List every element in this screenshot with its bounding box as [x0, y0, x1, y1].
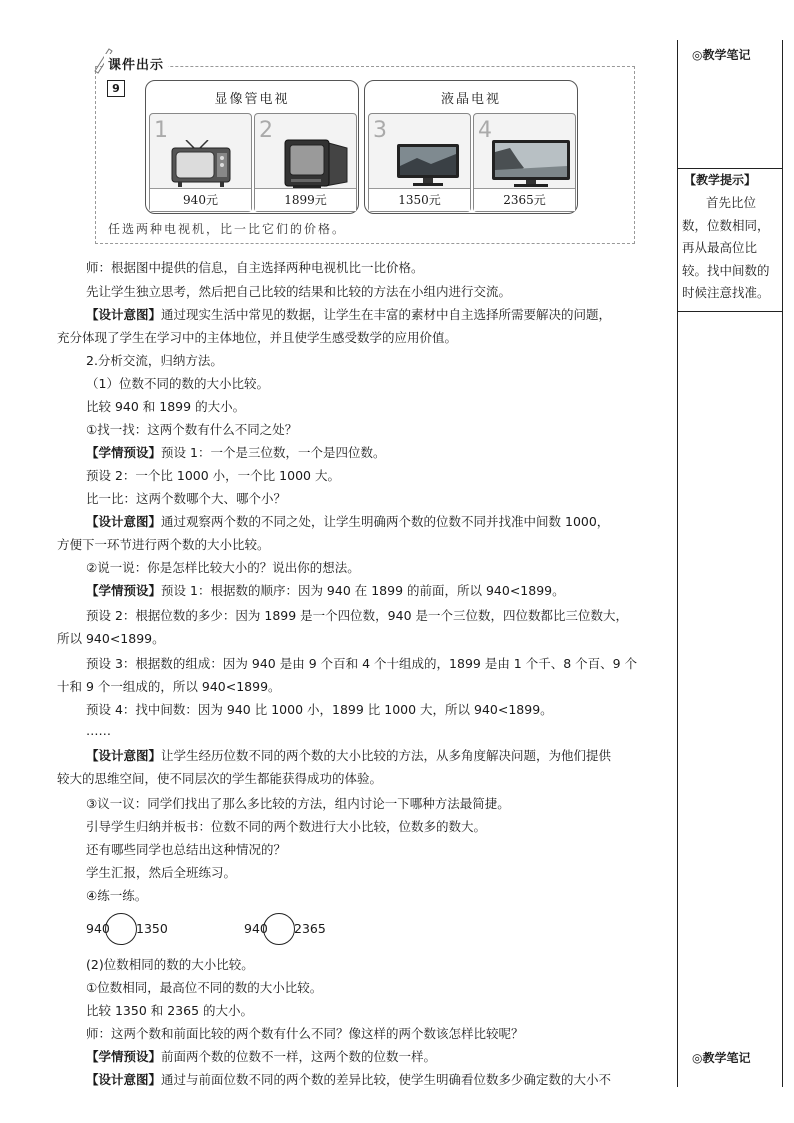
exercise-2-right-number: 2365: [294, 921, 326, 936]
text-line: 比较 940 和 1899 的大小。: [86, 399, 246, 414]
text-span: 通过与前面位数不同的两个数的差异比较，使学生明确看位数多少确定数的大小不: [161, 1072, 612, 1087]
text-line: 师：根据图中提供的信息，自主选择两种电视机比一比价格。: [86, 260, 424, 275]
student-preset-line: [86, 581, 565, 599]
text-line: 先让学生独立思考，然后把自己比较的结果和比较的方法在小组内进行交流。: [86, 284, 512, 299]
text-span: 前面两个数的位数不一样，这两个数的位数一样。: [161, 1049, 437, 1064]
exercise-2-left-number: 940: [244, 921, 268, 936]
text-line: 引导学生归纳并板书：位数不同的两个数进行大小比较，位数多的数大。: [86, 819, 487, 834]
tv-card-2: [254, 113, 357, 212]
text-line: ②说一说：你是怎样比较大小的？说出你的想法。: [86, 560, 360, 575]
group-title-crt: 显像管电视: [214, 92, 290, 107]
crt-tv-2-icon: [281, 136, 351, 192]
design-intent-tag: 【设计意图】: [86, 514, 162, 529]
ellipsis-line: ……: [86, 723, 111, 738]
notes-column-divider-right: [782, 40, 783, 1087]
group-title-lcd: 液晶电视: [440, 92, 501, 107]
teaching-hint-box: [678, 168, 782, 312]
tv-price-4: 2365元: [474, 188, 575, 211]
exercise-1-right-number: 1350: [136, 921, 168, 936]
student-preset-tag: 【学情预设】: [86, 1049, 162, 1064]
tv-price-3: 1350元: [369, 188, 470, 211]
text-line: 比一比：这两个数哪个大、哪个小？: [86, 491, 287, 506]
figure-number: 9: [107, 80, 125, 97]
text-line: 师：这两个数和前面比较的两个数有什么不同？像这样的两个数该怎样比较呢？: [86, 1026, 524, 1041]
student-preset-tag: 【学情预设】: [86, 583, 162, 598]
text-span: 让学生经历位数不同的两个数的大小比较的方法，从多角度解决问题，为他们提供: [161, 748, 612, 763]
text-line: 充分体现了学生在学习中的主体地位，并且使学生感受数学的应用价值。: [57, 330, 458, 345]
tv-number-2: 2: [259, 118, 273, 143]
design-intent-tag: 【设计意图】: [86, 307, 162, 322]
exercise-1-left-number: 940: [86, 921, 110, 936]
design-intent-tag: 【设计意图】: [86, 748, 162, 763]
text-line: ④练一练。: [86, 888, 148, 903]
tv-number-1: 1: [154, 118, 168, 143]
text-line: 方便下一环节进行两个数的大小比较。: [57, 537, 270, 552]
text-line: 预设 3：根据数的组成：因为 940 是由 9 个百和 4 个十组成的，1899 是由 1 个千、8 个百、9 个: [86, 656, 638, 671]
text-span: 预设 1：根据数的顺序：因为 940 在 1899 的前面，所以 940<1899。: [161, 583, 565, 598]
text-span: 预设 1：一个是三位数，一个是四位数。: [161, 445, 386, 460]
design-intent-line: [86, 512, 609, 530]
tv-card-3: [368, 113, 471, 212]
design-intent-line: [86, 305, 611, 323]
crt-tv-1-icon: [170, 140, 232, 188]
teaching-hint-title: 【教学提示】: [684, 173, 757, 187]
tv-card-1: [149, 113, 252, 212]
text-line: 较大的思维空间，使不同层次的学生都能获得成功的体验。: [57, 771, 383, 786]
text-line: 学生汇报，然后全班练习。: [86, 865, 237, 880]
tv-price-1: 940元: [150, 188, 251, 211]
text-line: 所以 940<1899。: [57, 631, 165, 646]
text-span: 通过现实生活中常见的数据，让学生在丰富的素材中自主选择所需要解决的问题，: [161, 307, 612, 322]
exercise-2-answer-circle[interactable]: [263, 913, 295, 945]
teaching-notes-heading: ◎教学笔记: [692, 48, 751, 62]
text-line: 十和 9 个一组成的，所以 940<1899。: [57, 679, 281, 694]
tv-price-2: 1899元: [255, 188, 356, 211]
text-line: 预设 4：找中间数：因为 940 比 1000 小，1899 比 1000 大，所以 940<1899。: [86, 702, 553, 717]
text-line: 比较 1350 和 2365 的大小。: [86, 1003, 254, 1018]
lcd-tv-4-icon: [490, 138, 572, 190]
subsection-heading: (2)位数相同的数的大小比较。: [86, 957, 254, 972]
text-line: ①位数相同，最高位不同的数的大小比较。: [86, 980, 323, 995]
design-intent-tag: 【设计意图】: [86, 1072, 162, 1087]
design-intent-line: [86, 1070, 611, 1088]
text-line: ①找一找：这两个数有什么不同之处？: [86, 422, 298, 437]
courseware-title: 课件出示: [104, 54, 168, 73]
exercise-1-answer-circle[interactable]: [105, 913, 137, 945]
teaching-hint-text: 首先比位数，位数相同，再从最高位比较。找中间数的时候注意找准。: [682, 195, 770, 300]
text-line: ③议一议：同学们找出了那么多比较的方法，组内讨论一下哪种方法最简捷。: [86, 796, 510, 811]
text-line: 预设 2：根据位数的多少：因为 1899 是一个四位数，940 是一个三位数，四位数都比三位数大，: [86, 608, 629, 623]
student-preset-line: [86, 443, 385, 461]
design-intent-line: [86, 746, 611, 764]
text-line: 预设 2：一个比 1000 小，一个比 1000 大。: [86, 468, 340, 483]
student-preset-tag: 【学情预设】: [86, 445, 162, 460]
lcd-tv-3-icon: [395, 142, 461, 188]
tv-number-4: 4: [478, 118, 492, 143]
tv-number-3: 3: [373, 118, 387, 143]
text-line: 还有哪些同学也总结出这种情况的？: [86, 842, 287, 857]
student-preset-line: [86, 1047, 436, 1065]
subsection-heading: （1）位数不同的数的大小比较。: [86, 376, 269, 391]
tv-card-4: [473, 113, 576, 212]
courseware-caption: 任选两种电视机，比一比它们的价格。: [108, 222, 347, 236]
section-heading: 2.分析交流，归纳方法。: [86, 353, 223, 368]
text-span: 通过观察两个数的不同之处，让学生明确两个数的位数不同并找准中间数 1000，: [161, 514, 610, 529]
teaching-notes-heading-bottom: ◎教学笔记: [692, 1051, 751, 1065]
